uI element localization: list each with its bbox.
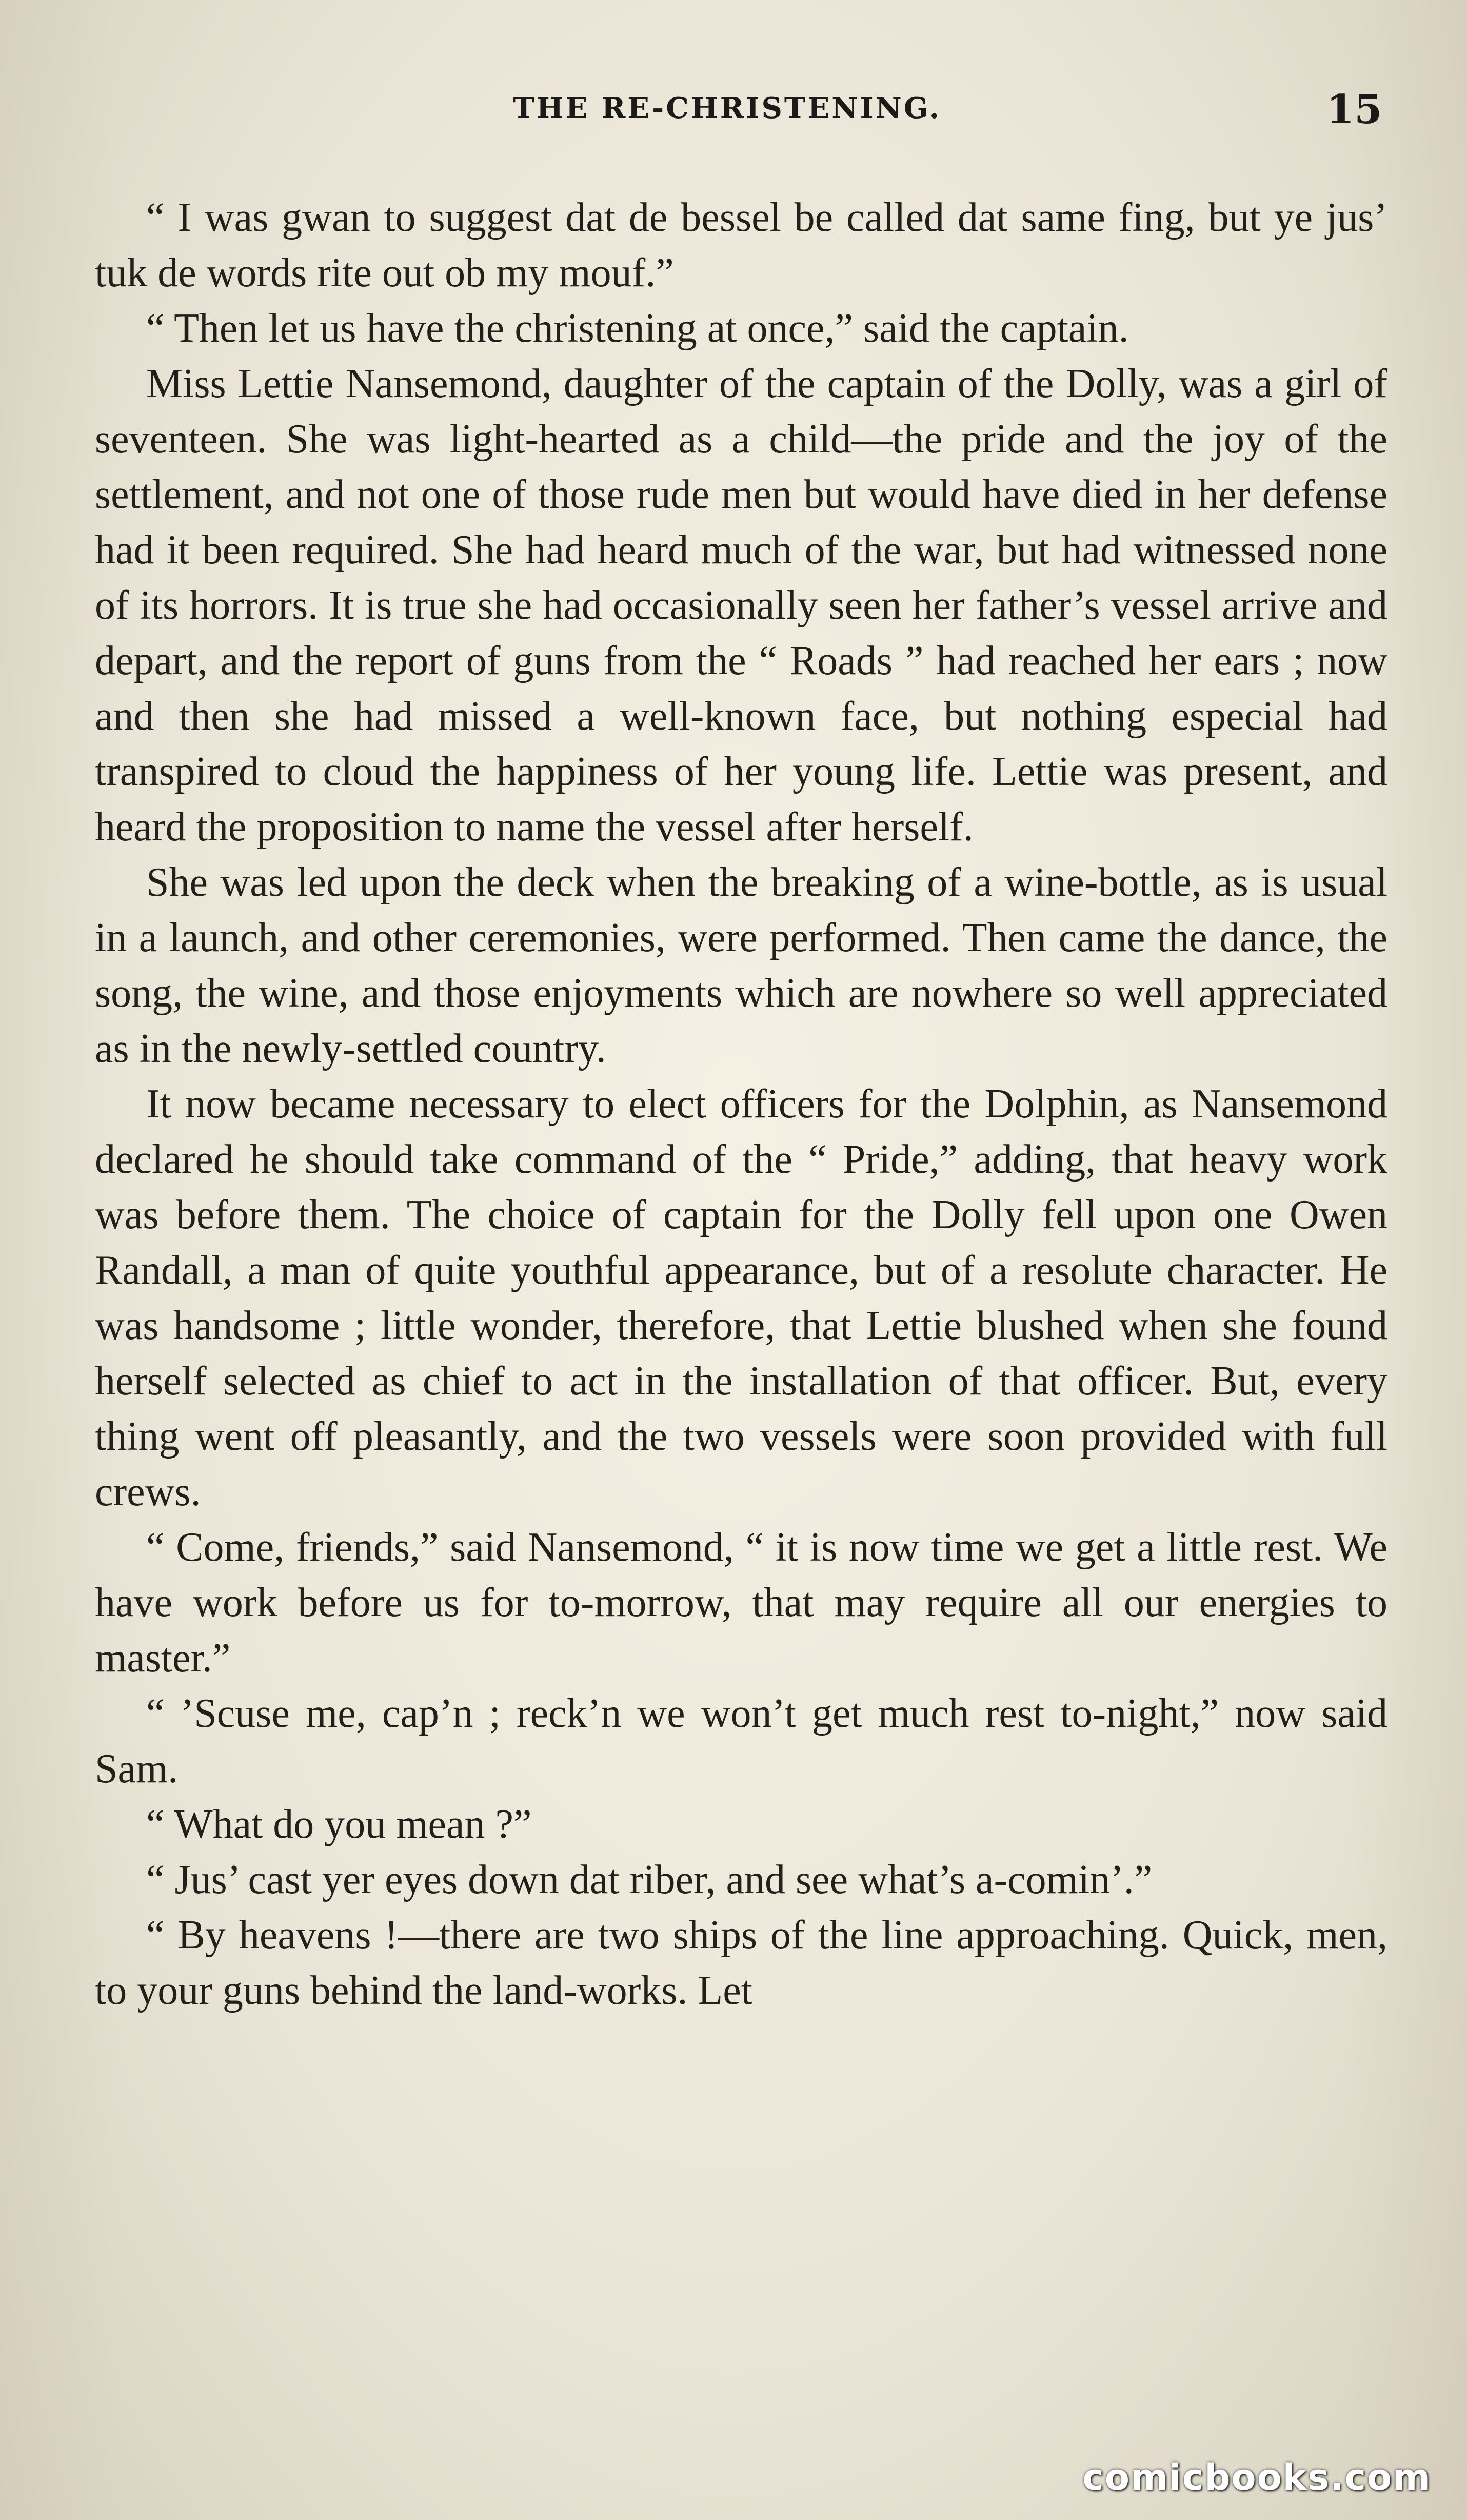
paragraph: “ Jus’ cast yer eyes down dat riber, and see what’s a-comin’.” — [146, 1857, 1153, 1902]
running-title: THE RE-CHRISTENING. — [513, 91, 942, 125]
paragraph: Miss Lettie Nansemond, daughter of the captain of the Dolly, was a girl of seventeen. She was light-hearted as a child—the pride and the joy of the settlement, and not one of those rude men but would have died in her defense had it been required. She had heard much of the war, but had witnessed none of its horrors. It is true she had occasionally seen her father’s vessel arrive and depart, and the report of guns from the “ Roads ” had reached her ears ; now and then she had missed a well-known face, but nothing especial had transpired to cloud the happiness of her young life. Lettie was present, and heard the proposition to name the vessel after herself. — [95, 361, 1387, 850]
paragraph: “ What do you mean ?” — [146, 1802, 532, 1847]
paragraph: “ I was gwan to suggest dat de bessel be called dat same fing, but ye jus’ tuk de words rite out ob my mouf.” — [95, 195, 1387, 296]
running-header — [0, 86, 1467, 143]
paragraph: “ Come, friends,” said Nansemond, “ it is now time we get a little rest. We have work before us for to-morrow, that may require all our energies to master.” — [95, 1525, 1387, 1681]
paragraph: She was led upon the deck when the breaking of a wine-bottle, as is usual in a launch, and other ceremonies, were performed. Then came the dance, the song, the wine, and those enjoyments which are nowhere so well appreciated as in the newly-settled country. — [95, 860, 1387, 1071]
body-text — [95, 190, 1387, 2018]
watermark: comicbooks.com — [1082, 2456, 1431, 2498]
paragraph: “ By heavens !—there are two ships of the line approaching. Quick, men, to your guns behind the land-works. Let — [95, 1913, 1387, 2013]
paragraph: “ ’Scuse me, cap’n ; reck’n we won’t get much rest to-night,” now said Sam. — [95, 1691, 1387, 1791]
paragraph: It now became necessary to elect officers for the Dolphin, as Nansemond declared he should take command of the “ Pride,” adding, that heavy work was before them. The choice of captain for the Dolly fell upon one Owen Randall, a man of quite youthful appearance, but of a resolute character. He was handsome ; little wonder, therefore, that Lettie blushed when she found herself selected as chief to act in the installation of that officer. But, every thing went off pleasantly, and the two vessels were soon provided with full crews. — [95, 1081, 1387, 1514]
paragraph: “ Then let us have the christening at once,” said the captain. — [146, 306, 1129, 351]
page-number: 15 — [1326, 86, 1382, 133]
